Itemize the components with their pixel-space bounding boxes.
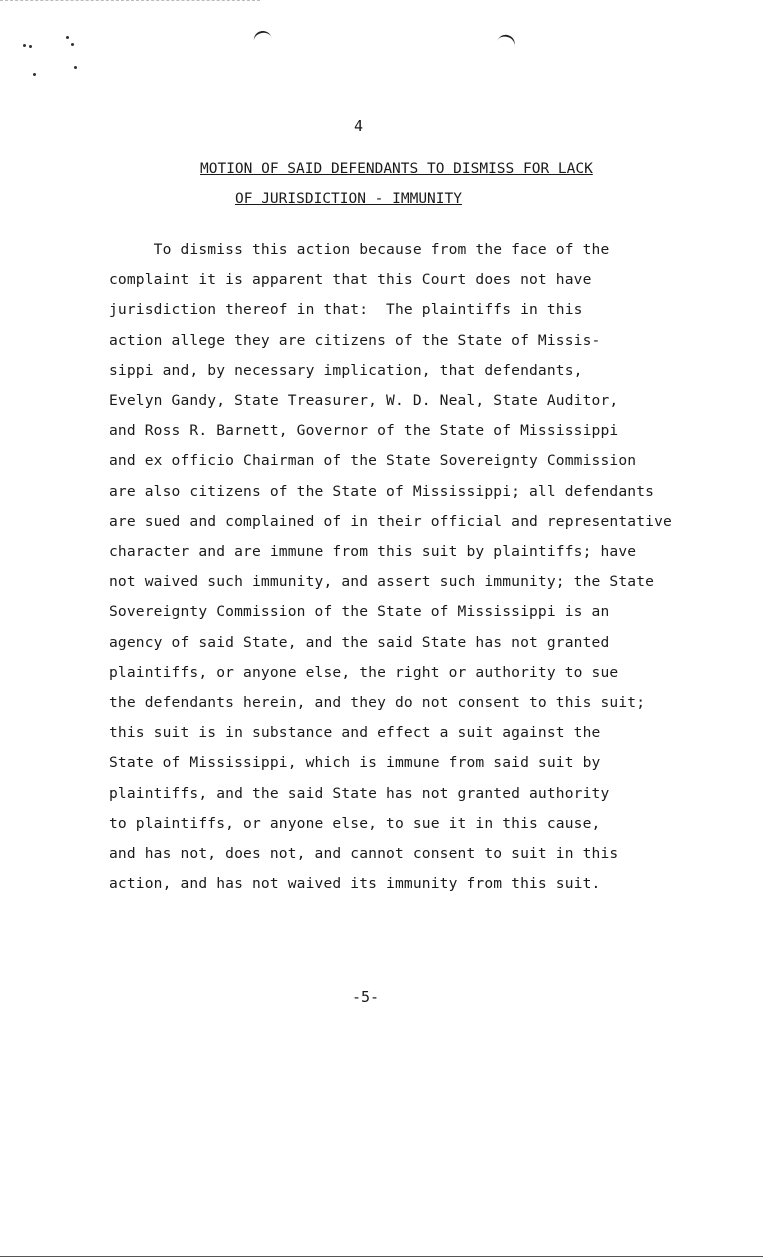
body-line: To dismiss this action because from the face of the <box>109 241 610 258</box>
bottom-edge-rule <box>0 1256 763 1257</box>
top-page-number: 4 <box>353 117 364 135</box>
scan-speck <box>74 66 77 69</box>
bottom-page-number: -5- <box>352 988 380 1006</box>
body-line: action allege they are citizens of the State of Missis- <box>109 331 601 349</box>
scan-speck <box>33 73 36 76</box>
heading-line-1: MOTION OF SAID DEFENDANTS TO DISMISS FOR LACK <box>200 161 593 177</box>
body-line: and has not, does not, and cannot consent to suit in this <box>109 845 619 863</box>
body-line: agency of said State, and the said State has not granted <box>109 633 610 651</box>
body-line: are sued and complained of in their official and representative <box>109 512 672 530</box>
body-line: are also citizens of the State of Mississippi; all defendants <box>109 482 655 500</box>
body-line: action, and has not waived its immunity from this suit. <box>109 875 601 893</box>
scan-speck <box>71 43 74 46</box>
body-line: complaint it is apparent that this Court does not have <box>109 271 592 289</box>
body-line: to plaintiffs, or anyone else, to sue it in this cause, <box>109 814 601 832</box>
scan-speck <box>66 36 69 39</box>
body-line: the defendants herein, and they do not consent to this suit; <box>109 694 646 712</box>
body-line: character and are immune from this suit by plaintiffs; have <box>109 543 637 561</box>
body-line: Sovereignty Commission of the State of Mississippi is an <box>109 603 610 621</box>
body-line: this suit is in substance and effect a suit against the <box>109 724 601 742</box>
body-line: plaintiffs, and the said State has not granted authority <box>109 784 610 802</box>
body-line: and ex officio Chairman of the State Sovereignty Commission <box>109 452 637 470</box>
body-line: plaintiffs, or anyone else, the right or authority to sue <box>109 663 619 681</box>
punch-hole-mark <box>252 29 272 43</box>
body-line: jurisdiction thereof in that: The plaintiffs in this <box>109 301 583 319</box>
body-line: and Ross R. Barnett, Governor of the State of Mississippi <box>109 422 619 440</box>
body-line: Evelyn Gandy, State Treasurer, W. D. Neal, State Auditor, <box>109 392 619 410</box>
scan-speck <box>29 45 32 48</box>
heading-line-2: OF JURISDICTION - IMMUNITY <box>235 191 462 207</box>
scan-speck <box>23 44 26 47</box>
motion-body <box>109 235 709 899</box>
body-line: sippi and, by necessary implication, that defendants, <box>109 361 583 379</box>
body-line: State of Mississippi, which is immune from said suit by <box>109 754 601 772</box>
punch-hole-mark <box>497 32 517 47</box>
body-line: not waived such immunity, and assert such immunity; the State <box>109 573 655 591</box>
top-perforation <box>0 0 260 1</box>
